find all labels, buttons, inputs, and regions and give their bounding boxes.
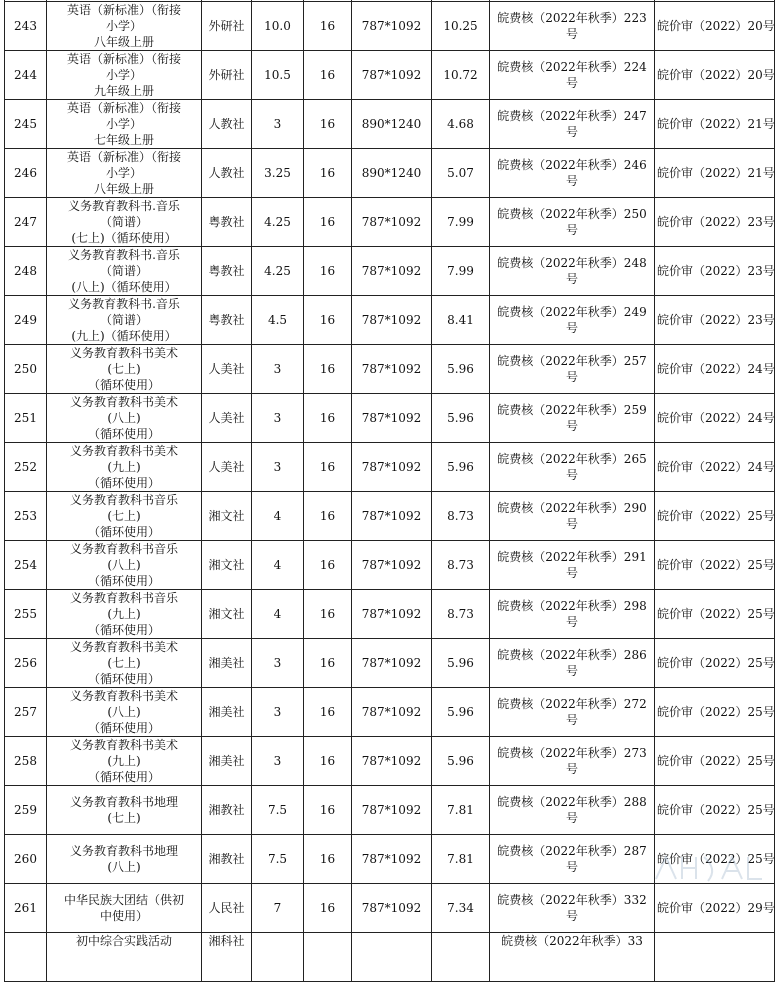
cell-name (47, 834, 202, 883)
name-line: （循环使用） (87, 721, 160, 735)
cell-name (47, 737, 202, 786)
cell-approval (490, 51, 655, 100)
cell-sheets: 8.41 (432, 296, 490, 345)
cell-format: 16 (304, 51, 352, 100)
name-line: （循环使用） (87, 770, 160, 784)
cell-name (47, 296, 202, 345)
approval-line: 号 (565, 908, 578, 923)
approval-line: 皖费核（2022年秋季）248 (497, 256, 647, 270)
cell-sheets: 7.34 (432, 883, 490, 932)
cell-review: 皖价审（2022）25号 (655, 541, 775, 590)
name-line: (七上) (107, 362, 141, 376)
cell-no: 243 (5, 2, 47, 51)
approval-line: 皖费核（2022年秋季）332 (497, 892, 647, 907)
cell-review: 皖价审（2022）23号 (655, 247, 775, 296)
cell-no: 257 (5, 688, 47, 737)
table-row (5, 296, 775, 345)
cell-review: 皖价审（2022）25号 (655, 737, 775, 786)
name-line: (七上)（循环使用） (71, 231, 177, 245)
cell-publisher: 湘美社 (202, 737, 252, 786)
cell-approval (490, 345, 655, 394)
approval-line: 皖费核（2022年秋季）272 (497, 697, 647, 711)
cell-name (47, 786, 202, 835)
cell-name (47, 247, 202, 296)
name-line: （循环使用） (87, 574, 160, 588)
cell-sheets: 5.96 (432, 443, 490, 492)
name-line: (七上) (107, 509, 141, 523)
cell-price: 3 (252, 737, 304, 786)
cell-review: 皖价审（2022）29号 (655, 883, 775, 932)
cell-name (47, 492, 202, 541)
cell-format: 16 (304, 198, 352, 247)
name-line: 义务教育教科书地理 (69, 843, 178, 858)
cell-approval (490, 639, 655, 688)
approval-line: 皖费核（2022年秋季）259 (497, 403, 647, 417)
cell-approval (490, 541, 655, 590)
name-line: (九上) (107, 754, 141, 768)
cell-sheets: 4.68 (432, 100, 490, 149)
textbook-price-table (4, 0, 775, 982)
cell-review: 皖价审（2022）24号 (655, 394, 775, 443)
name-line: 义务教育教科书音乐 (69, 542, 178, 556)
cell-size: 890*1240 (352, 100, 432, 149)
table-row (5, 394, 775, 443)
name-line: 英语（新标准）（衔接 (66, 52, 181, 66)
cell-price (252, 932, 304, 981)
cell-review: 皖价审（2022）23号 (655, 296, 775, 345)
cell-sheets: 7.99 (432, 198, 490, 247)
cell-approval (490, 688, 655, 737)
cell-publisher: 湘美社 (202, 639, 252, 688)
name-line: （循环使用） (87, 623, 160, 637)
name-line: 七年级上册 (93, 133, 154, 147)
approval-line: 号 (565, 370, 578, 384)
cell-review: 皖价审（2022）23号 (655, 198, 775, 247)
table-row (5, 541, 775, 590)
name-line: （循环使用） (87, 525, 160, 539)
cell-price: 4 (252, 492, 304, 541)
cell-publisher: 湘教社 (202, 834, 252, 883)
table-row (5, 639, 775, 688)
cell-size: 787*1092 (352, 51, 432, 100)
table-row (5, 688, 775, 737)
cell-approval (490, 296, 655, 345)
table-row-partial-bottom (5, 932, 775, 981)
cell-approval (490, 883, 655, 932)
cell-price: 10.5 (252, 51, 304, 100)
cell-format: 16 (304, 883, 352, 932)
cell-review: 皖价审（2022）25号 (655, 590, 775, 639)
name-line: 义务教育教科书音乐 (69, 591, 178, 605)
name-line: (九上) (107, 607, 141, 621)
approval-line: 号 (565, 27, 578, 41)
cell-no: 244 (5, 51, 47, 100)
name-line: (八上) (107, 411, 141, 425)
cell-approval (490, 100, 655, 149)
cell-price: 7.5 (252, 786, 304, 835)
approval-line: 皖费核（2022年秋季）290 (497, 501, 647, 515)
cell-format: 16 (304, 345, 352, 394)
name-line: (七上) (107, 656, 141, 670)
cell-sheets: 5.96 (432, 688, 490, 737)
name-line: (九上) (107, 460, 141, 474)
cell-size: 787*1092 (352, 883, 432, 932)
cell-sheets: 7.81 (432, 834, 490, 883)
name-line: (八上) (107, 705, 141, 719)
cell-sheets (432, 932, 490, 981)
cell-approval (490, 786, 655, 835)
cell-format: 16 (304, 688, 352, 737)
name-line: 中使用） (99, 908, 148, 923)
cell-sheets: 10.25 (432, 2, 490, 51)
cell-publisher: 人美社 (202, 345, 252, 394)
cell-name (47, 149, 202, 198)
cell-review: 皖价审（2022）25号 (655, 639, 775, 688)
cell-no: 245 (5, 100, 47, 149)
name-line: （简谱） (99, 264, 148, 278)
cell-format: 16 (304, 149, 352, 198)
table-row (5, 345, 775, 394)
name-line: （简谱） (99, 215, 148, 229)
cell-price: 4.25 (252, 247, 304, 296)
cell-name (47, 688, 202, 737)
cell-review: 皖价审（2022）25号 (655, 786, 775, 835)
cell-publisher: 湘科社 (202, 932, 252, 981)
cell-publisher: 外研社 (202, 51, 252, 100)
cell-approval (490, 590, 655, 639)
cell-format: 16 (304, 443, 352, 492)
approval-line: 皖费核（2022年秋季）287 (497, 843, 647, 858)
approval-line: 皖费核（2022年秋季）223 (497, 11, 647, 25)
cell-approval (490, 492, 655, 541)
table-row (5, 443, 775, 492)
cell-sheets: 5.07 (432, 149, 490, 198)
name-line: 义务教育教科书美术 (69, 738, 178, 752)
cell-no: 259 (5, 786, 47, 835)
approval-line: 皖费核（2022年秋季）249 (497, 305, 647, 319)
cell-approval (490, 149, 655, 198)
cell-approval (490, 247, 655, 296)
table-row (5, 2, 775, 51)
cell-size: 787*1092 (352, 541, 432, 590)
name-line: 英语（新标准）（衔接 (66, 3, 181, 17)
name-line: 义务教育教科书音乐 (69, 493, 178, 507)
cell-name (47, 932, 202, 981)
approval-line: 号 (565, 810, 578, 825)
approval-line: 皖费核（2022年秋季）265 (497, 452, 647, 466)
approval-line: 号 (565, 713, 578, 727)
cell-price: 3.25 (252, 149, 304, 198)
cell-review: 皖价审（2022）21号 (655, 149, 775, 198)
table-row (5, 198, 775, 247)
approval-line: 号 (565, 174, 578, 188)
cell-price: 4.5 (252, 296, 304, 345)
name-line: 小学） (105, 68, 142, 82)
cell-size: 787*1092 (352, 345, 432, 394)
name-line: (九上)（循环使用） (71, 329, 177, 343)
cell-sheets: 10.72 (432, 51, 490, 100)
cell-no: 246 (5, 149, 47, 198)
cell-sheets: 8.73 (432, 590, 490, 639)
cell-sheets: 5.96 (432, 345, 490, 394)
cell-no: 249 (5, 296, 47, 345)
cell-review: 皖价审（2022）24号 (655, 443, 775, 492)
cell-publisher: 人教社 (202, 149, 252, 198)
cell-size: 787*1092 (352, 737, 432, 786)
cell-format: 16 (304, 296, 352, 345)
cell-sheets: 5.96 (432, 737, 490, 786)
cell-publisher: 湘美社 (202, 688, 252, 737)
name-line: (七上) (107, 810, 141, 825)
table-row (5, 149, 775, 198)
approval-line: 皖费核（2022年秋季）286 (497, 648, 647, 662)
approval-line: 皖费核（2022年秋季）288 (497, 794, 647, 809)
cell-publisher: 人民社 (202, 883, 252, 932)
table-row (5, 883, 775, 932)
name-line: 义务教育教科书.音乐 (68, 248, 180, 262)
approval-line: 号 (565, 419, 578, 433)
cell-format: 16 (304, 737, 352, 786)
name-line: 义务教育教科书地理 (69, 794, 178, 809)
table-row (5, 247, 775, 296)
cell-publisher: 湘文社 (202, 492, 252, 541)
cell-format (304, 932, 352, 981)
cell-size: 787*1092 (352, 834, 432, 883)
table-row (5, 51, 775, 100)
cell-size: 787*1092 (352, 296, 432, 345)
cell-sheets: 5.96 (432, 639, 490, 688)
cell-format: 16 (304, 2, 352, 51)
cell-name (47, 541, 202, 590)
approval-line: 号 (565, 517, 578, 531)
cell-publisher: 湘文社 (202, 590, 252, 639)
cell-publisher: 粤教社 (202, 296, 252, 345)
cell-size: 787*1092 (352, 639, 432, 688)
cell-price: 4.25 (252, 198, 304, 247)
cell-price: 7.5 (252, 834, 304, 883)
cell-price: 4 (252, 590, 304, 639)
cell-size: 787*1092 (352, 2, 432, 51)
cell-size (352, 932, 432, 981)
cell-publisher: 人美社 (202, 394, 252, 443)
approval-line: 皖费核（2022年秋季）257 (497, 354, 647, 368)
cell-size: 787*1092 (352, 688, 432, 737)
cell-review: 皖价审（2022）24号 (655, 345, 775, 394)
name-line: 义务教育教科书美术 (69, 444, 178, 458)
cell-no: 252 (5, 443, 47, 492)
cell-review: 皖价审（2022）25号 (655, 688, 775, 737)
cell-publisher: 人美社 (202, 443, 252, 492)
approval-line: 皖费核（2022年秋季）246 (497, 158, 647, 172)
approval-line: 皖费核（2022年秋季）247 (497, 109, 647, 123)
name-line: 义务教育教科书美术 (69, 640, 178, 654)
cell-price: 3 (252, 394, 304, 443)
cell-name (47, 394, 202, 443)
approval-line: 皖费核（2022年秋季）224 (497, 60, 647, 74)
cell-size: 787*1092 (352, 590, 432, 639)
cell-publisher: 人教社 (202, 100, 252, 149)
cell-price: 3 (252, 345, 304, 394)
cell-sheets: 7.99 (432, 247, 490, 296)
approval-line: 号 (565, 223, 578, 237)
name-line: 义务教育教科书.音乐 (68, 297, 180, 311)
approval-line: 号 (565, 859, 578, 874)
cell-approval (490, 2, 655, 51)
cell-name (47, 443, 202, 492)
name-line: 初中综合实践活动 (75, 933, 172, 948)
cell-publisher: 粤教社 (202, 247, 252, 296)
approval-line: 皖费核（2022年秋季）298 (497, 599, 647, 613)
cell-format: 16 (304, 639, 352, 688)
name-line: （循环使用） (87, 672, 160, 686)
cell-no: 248 (5, 247, 47, 296)
cell-sheets: 7.81 (432, 786, 490, 835)
cell-publisher: 外研社 (202, 2, 252, 51)
cell-no: 261 (5, 883, 47, 932)
name-line: 英语（新标准）（衔接 (66, 101, 181, 115)
cell-approval (490, 443, 655, 492)
cell-review: 皖价审（2022）25号 (655, 492, 775, 541)
cell-no (5, 932, 47, 981)
cell-approval (490, 737, 655, 786)
cell-format: 16 (304, 590, 352, 639)
cell-sheets: 8.73 (432, 541, 490, 590)
name-line: (八上) (107, 558, 141, 572)
name-line: (八上) (107, 859, 141, 874)
cell-price: 3 (252, 443, 304, 492)
cell-sheets: 5.96 (432, 394, 490, 443)
cell-size: 787*1092 (352, 198, 432, 247)
cell-size: 787*1092 (352, 394, 432, 443)
cell-no: 260 (5, 834, 47, 883)
name-line: 英语（新标准）（衔接 (66, 150, 181, 164)
approval-line: 号 (565, 272, 578, 286)
cell-name (47, 2, 202, 51)
cell-price: 3 (252, 639, 304, 688)
cell-sheets: 8.73 (432, 492, 490, 541)
cell-no: 255 (5, 590, 47, 639)
table-row (5, 737, 775, 786)
name-line: 小学） (105, 19, 142, 33)
cell-publisher: 湘文社 (202, 541, 252, 590)
cell-publisher: 粤教社 (202, 198, 252, 247)
cell-size: 787*1092 (352, 247, 432, 296)
cell-size: 787*1092 (352, 443, 432, 492)
cell-name (47, 639, 202, 688)
cell-name (47, 590, 202, 639)
name-line: （循环使用） (87, 378, 160, 392)
cell-size: 787*1092 (352, 492, 432, 541)
cell-review (655, 932, 775, 981)
cell-name (47, 51, 202, 100)
approval-line: 号 (565, 125, 578, 139)
cell-publisher: 湘教社 (202, 786, 252, 835)
table-row (5, 492, 775, 541)
name-line: 八年级上册 (93, 35, 154, 49)
cell-size: 890*1240 (352, 149, 432, 198)
cell-format: 16 (304, 786, 352, 835)
cell-no: 253 (5, 492, 47, 541)
cell-format: 16 (304, 834, 352, 883)
name-line: 九年级上册 (93, 84, 154, 98)
approval-line: 号 (565, 76, 578, 90)
table-row (5, 786, 775, 835)
cell-format: 16 (304, 100, 352, 149)
cell-no: 254 (5, 541, 47, 590)
name-line: 义务教育教科书美术 (69, 395, 178, 409)
cell-size: 787*1092 (352, 786, 432, 835)
table-row (5, 834, 775, 883)
name-line: （循环使用） (87, 427, 160, 441)
name-line: 小学） (105, 117, 142, 131)
cell-no: 247 (5, 198, 47, 247)
cell-no: 258 (5, 737, 47, 786)
cell-no: 250 (5, 345, 47, 394)
cell-approval: 皖费核（2022年秋季）33 (490, 932, 655, 981)
cell-no: 256 (5, 639, 47, 688)
approval-line: 皖费核（2022年秋季）273 (497, 746, 647, 760)
approval-line: 号 (565, 566, 578, 580)
approval-line: 号 (565, 615, 578, 629)
name-line: 义务教育教科书美术 (69, 689, 178, 703)
cell-review: 皖价审（2022）20号 (655, 2, 775, 51)
cell-format: 16 (304, 394, 352, 443)
approval-line: 号 (565, 762, 578, 776)
name-line: (八上)（循环使用） (71, 280, 177, 294)
cell-approval (490, 834, 655, 883)
approval-line: 号 (565, 664, 578, 678)
cell-format: 16 (304, 541, 352, 590)
cell-price: 10.0 (252, 2, 304, 51)
cell-format: 16 (304, 492, 352, 541)
approval-line: 号 (565, 468, 578, 482)
name-line: 小学） (105, 166, 142, 180)
cell-price: 4 (252, 541, 304, 590)
approval-line: 皖费核（2022年秋季）250 (497, 207, 647, 221)
cell-approval (490, 394, 655, 443)
name-line: 中华民族大团结（供初 (63, 892, 184, 907)
approval-line: 号 (565, 321, 578, 335)
cell-review: 皖价审（2022）25号 (655, 834, 775, 883)
cell-review: 皖价审（2022）20号 (655, 51, 775, 100)
table-row (5, 590, 775, 639)
name-line: 八年级上册 (93, 182, 154, 196)
cell-name (47, 198, 202, 247)
cell-name (47, 345, 202, 394)
table-row (5, 100, 775, 149)
cell-name (47, 100, 202, 149)
cell-review: 皖价审（2022）21号 (655, 100, 775, 149)
cell-format: 16 (304, 247, 352, 296)
cell-approval (490, 198, 655, 247)
cell-price: 3 (252, 100, 304, 149)
cell-name (47, 883, 202, 932)
approval-line: 皖费核（2022年秋季）291 (497, 550, 647, 564)
name-line: （循环使用） (87, 476, 160, 490)
name-line: （简谱） (99, 313, 148, 327)
document-page (4, 0, 775, 948)
cell-no: 251 (5, 394, 47, 443)
cell-price: 3 (252, 688, 304, 737)
name-line: 义务教育教科书.音乐 (68, 199, 180, 213)
cell-price: 7 (252, 883, 304, 932)
name-line: 义务教育教科书美术 (69, 346, 178, 360)
table-body (5, 0, 775, 981)
